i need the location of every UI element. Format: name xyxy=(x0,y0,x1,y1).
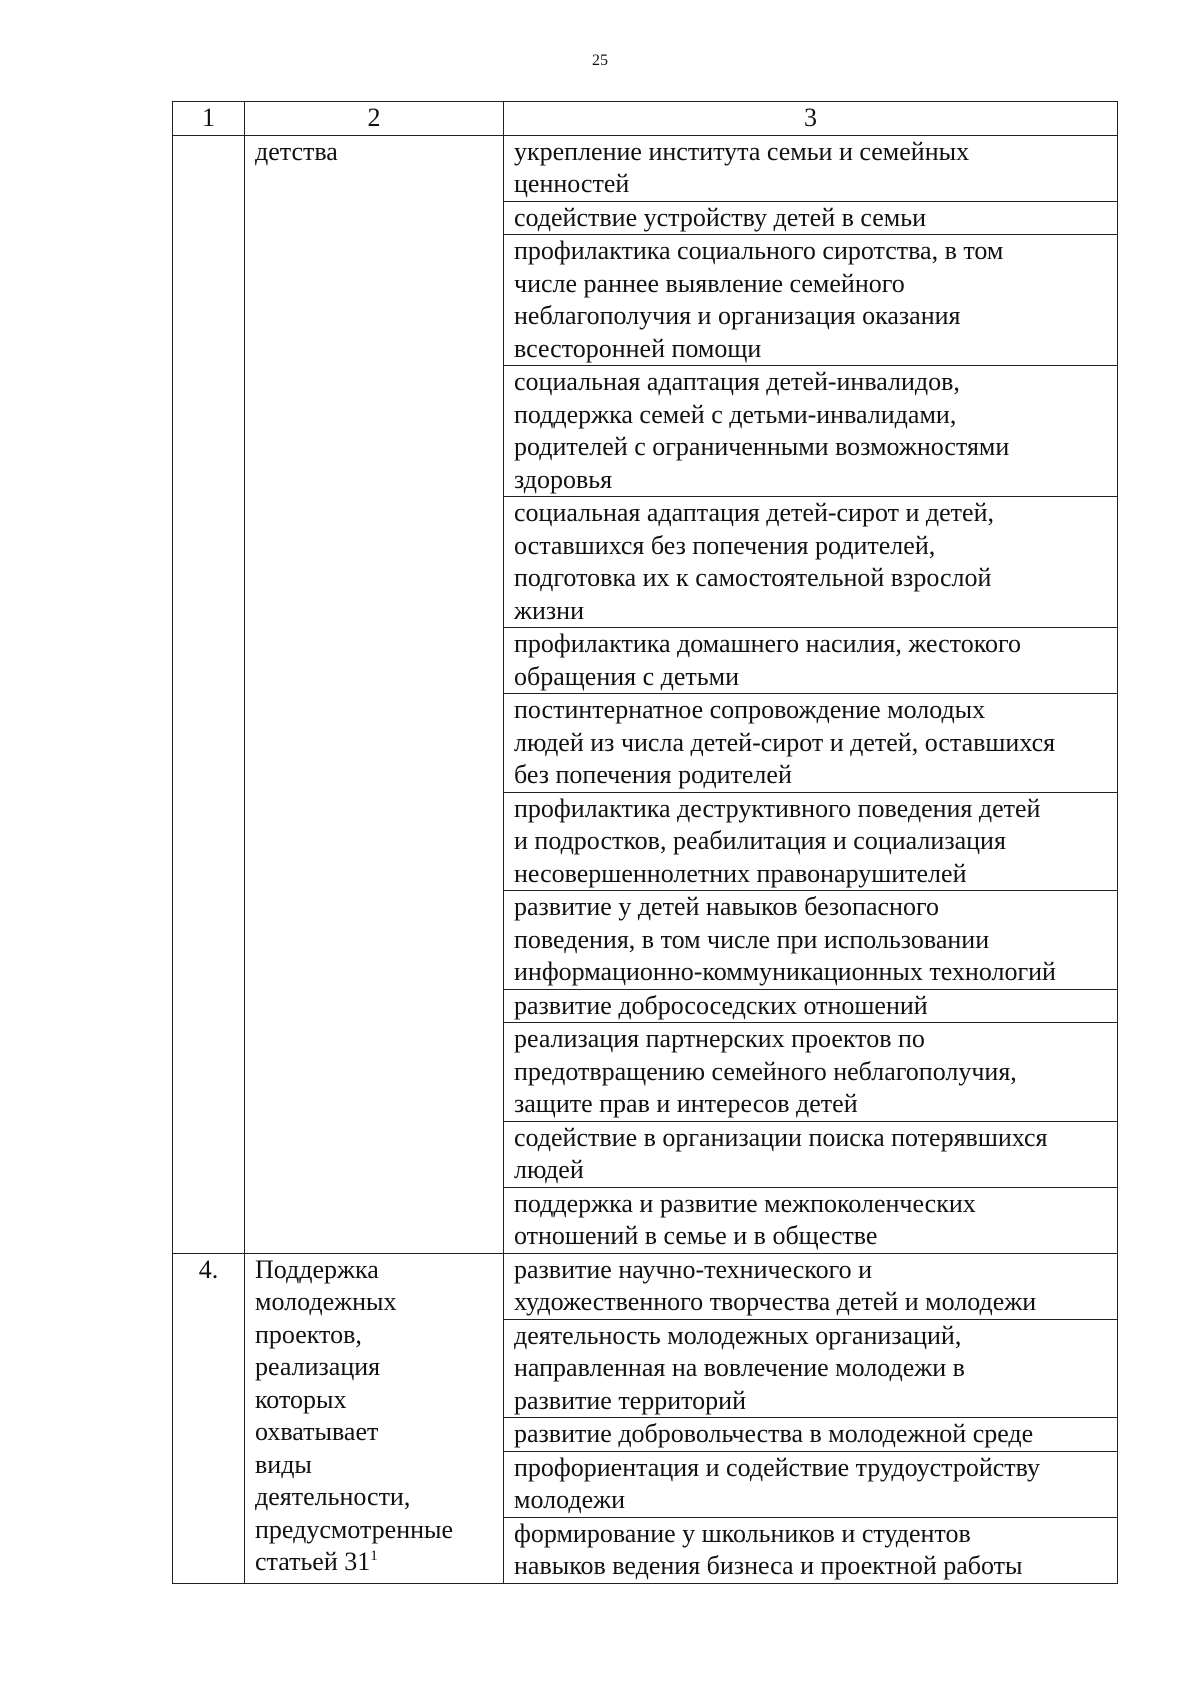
activity-item-line: подготовка их к самостоятельной взрослой xyxy=(514,563,992,592)
activities-table xyxy=(172,101,1118,1584)
activity-item-line: и подростков, реабилитация и социализация xyxy=(514,826,1006,855)
section-title-text: которых xyxy=(255,1384,347,1414)
activity-item-line: развитие добрососедских отношений xyxy=(514,990,928,1020)
activity-item-line: поведения, в том числе при использовании xyxy=(514,924,990,954)
activity-item-line: людей из числа детей-сирот и детей, оставшихся xyxy=(514,727,1056,757)
activity-item-line: оставшихся без попечения родителей, xyxy=(514,530,936,560)
activity-item xyxy=(504,366,1118,497)
section-title-line xyxy=(255,1481,497,1514)
section-title-line xyxy=(255,1514,497,1547)
activity-item-line: профилактика деструктивного поведения детей xyxy=(514,793,1041,823)
column-header-3: 3 xyxy=(504,102,1118,136)
activity-item xyxy=(504,1253,1118,1319)
activity-item xyxy=(504,989,1118,1023)
section-title-line xyxy=(255,1546,497,1579)
section-number: 4. xyxy=(173,1253,245,1583)
activity-item xyxy=(504,1451,1118,1517)
activity-item-line: развитие у детей навыков безопасного xyxy=(514,892,939,921)
section-title-text: виды xyxy=(255,1449,312,1479)
section-title-line xyxy=(255,1384,497,1417)
activity-item-line: содействие устройству детей в семьи xyxy=(514,202,927,232)
section-title-line xyxy=(255,136,497,169)
activity-item xyxy=(504,497,1118,628)
activity-item-line: профилактика домашнего насилия, жестокого xyxy=(514,629,1022,658)
activity-item-line: реализация партнерских проектов по xyxy=(514,1024,925,1053)
activity-item-line: несовершеннолетних правонарушителей xyxy=(514,858,967,888)
activity-item-line: художественного творчества детей и молодежи xyxy=(514,1287,1037,1316)
column-header-1: 1 xyxy=(173,102,245,136)
section-title-text: охватывает xyxy=(255,1417,379,1446)
activity-item xyxy=(504,628,1118,694)
activity-item-line: неблагополучия и организация оказания xyxy=(514,301,961,330)
activity-item-line: поддержка и развитие межпоколенческих xyxy=(514,1188,976,1218)
column-header-2: 2 xyxy=(245,102,504,136)
activity-item-line: профориентация и содействие трудоустройству xyxy=(514,1452,1041,1482)
activity-item-line: людей xyxy=(514,1155,584,1184)
activity-item-line: информационно-коммуникационных технологий xyxy=(514,957,1056,986)
activity-item-line: всесторонней помощи xyxy=(514,333,762,363)
section-title-text: предусмотренные xyxy=(255,1514,454,1544)
activity-item-line: обращения с детьми xyxy=(514,661,740,691)
table-row xyxy=(173,135,1118,201)
section-title-text: реализация xyxy=(255,1352,381,1381)
activity-item-line: укрепление института семьи и семейных xyxy=(514,136,970,166)
activity-item-line: здоровья xyxy=(514,464,613,494)
activity-item xyxy=(504,1121,1118,1187)
activity-item xyxy=(504,201,1118,235)
activity-item-line: социальная адаптация детей-сирот и детей, xyxy=(514,498,994,527)
activity-item xyxy=(504,1023,1118,1122)
activity-item xyxy=(504,891,1118,990)
section-title-text: молодежных xyxy=(255,1287,397,1316)
activity-item-line: содействие в организации поиска потерявшихся xyxy=(514,1122,1048,1152)
page-number: 25 xyxy=(592,52,608,69)
section-title-line xyxy=(255,1254,497,1287)
activity-item xyxy=(504,1319,1118,1418)
section-title-text: детства xyxy=(255,136,338,166)
activity-item-line: жизни xyxy=(514,595,584,625)
activity-item-line: родителей с ограниченными возможностями xyxy=(514,432,1010,461)
section-title-text: проектов, xyxy=(255,1319,362,1349)
activity-item xyxy=(504,694,1118,793)
section-number xyxy=(173,135,245,1253)
activity-item-line: развитие территорий xyxy=(514,1385,746,1415)
section-title-text: статьей 31 xyxy=(255,1547,371,1576)
activity-item-line: ценностей xyxy=(514,169,630,198)
activity-item-line: профилактика социального сиротства, в том xyxy=(514,236,1004,265)
activity-item-line: предотвращению семейного неблагополучия, xyxy=(514,1056,1017,1086)
activity-item-line: поддержка семей с детьми-инвалидами, xyxy=(514,399,957,429)
section-title-line xyxy=(255,1416,497,1449)
article-superscript: 1 xyxy=(370,1548,378,1564)
activity-item-line: развитие научно-технического и xyxy=(514,1254,873,1284)
activity-item-line: направленная на вовлечение молодежи в xyxy=(514,1353,965,1382)
activity-item-line: защите прав и интересов детей xyxy=(514,1089,858,1118)
activity-item xyxy=(504,135,1118,201)
section-title-line xyxy=(255,1286,497,1319)
activity-item xyxy=(504,792,1118,891)
section-title xyxy=(245,1253,504,1583)
activity-item-line: молодежи xyxy=(514,1485,625,1514)
activity-item xyxy=(504,235,1118,366)
activity-item-line: социальная адаптация детей-инвалидов, xyxy=(514,367,960,396)
activity-item-line: развитие добровольчества в молодежной среде xyxy=(514,1419,1034,1448)
section-title-line xyxy=(255,1319,497,1352)
activity-item xyxy=(504,1187,1118,1253)
table-row xyxy=(173,1253,1118,1319)
section-title-text: Поддержка xyxy=(255,1254,379,1284)
table-header-row xyxy=(173,102,1118,136)
section-title-line xyxy=(255,1351,497,1384)
activity-item xyxy=(504,1418,1118,1452)
activity-item-line: формирование у школьников и студентов xyxy=(514,1518,971,1548)
activity-item-line: постинтернатное сопровождение молодых xyxy=(514,695,986,724)
activity-item-line: числе раннее выявление семейного xyxy=(514,268,905,298)
section-title-text: деятельности, xyxy=(255,1482,411,1511)
activity-item-line: навыков ведения бизнеса и проектной работы xyxy=(514,1551,1023,1580)
activity-item-line: без попечения родителей xyxy=(514,760,792,789)
activity-item-line: отношений в семье и в обществе xyxy=(514,1221,878,1250)
section-title xyxy=(245,135,504,1253)
activity-item xyxy=(504,1517,1118,1583)
section-title-line xyxy=(255,1449,497,1482)
activity-item-line: деятельность молодежных организаций, xyxy=(514,1320,962,1350)
